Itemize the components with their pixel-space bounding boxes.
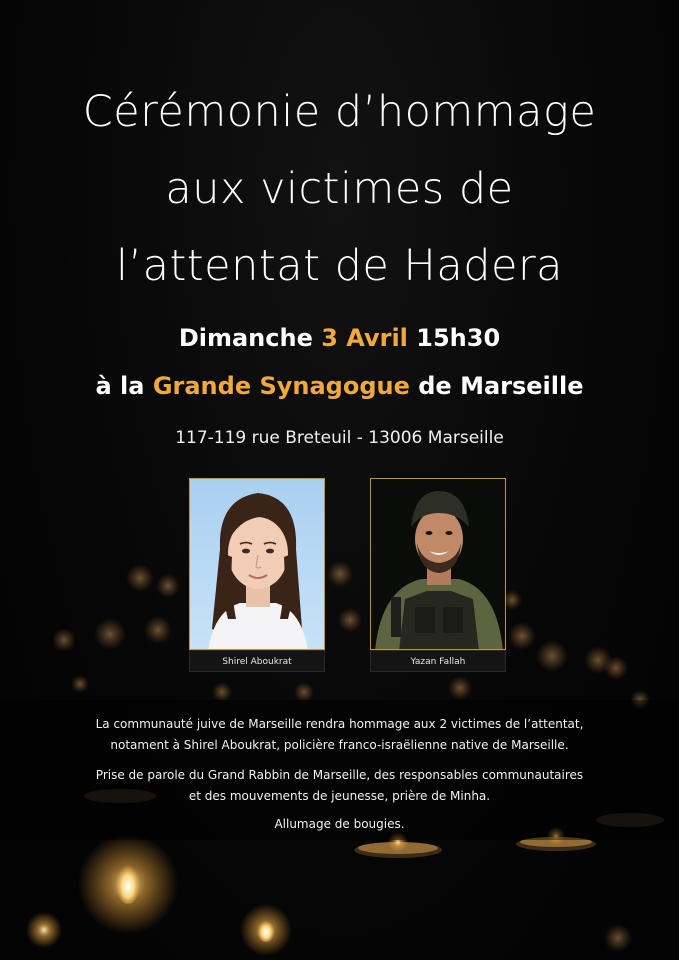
event-date-highlight: 3 Avril bbox=[321, 324, 408, 352]
paragraph-speakers-line-2: et des mouvements de jeunesse, prière de Minha. bbox=[188, 789, 491, 803]
paragraph-candles bbox=[0, 814, 679, 835]
victim-photo-yazan bbox=[370, 478, 506, 650]
victim-photo-shirel bbox=[189, 478, 325, 650]
venue-name: Grande Synagogue bbox=[152, 372, 410, 400]
bokeh-lights bbox=[52, 561, 650, 710]
event-address: 117-119 rue Breteuil - 13006 Marseille bbox=[175, 428, 504, 448]
title-line-1: Cérémonie d’hommage bbox=[82, 87, 597, 137]
event-day: Dimanche bbox=[178, 324, 313, 352]
event-date bbox=[0, 324, 679, 352]
ceremony-title bbox=[0, 74, 679, 305]
victim-name-yazan: Yazan Fallah bbox=[370, 650, 506, 672]
paragraph-speakers bbox=[0, 765, 679, 807]
title-line-2: aux victimes de bbox=[165, 164, 514, 214]
paragraph-speakers-line-1: Prise de parole du Grand Rabbin de Marseille, des responsables communautaires bbox=[95, 768, 584, 782]
victim-name-shirel: Shirel Aboukrat bbox=[189, 650, 325, 672]
venue-suffix: de Marseille bbox=[418, 372, 584, 400]
event-time: 15h30 bbox=[416, 324, 501, 352]
title-line-3: l’attentat de Hadera bbox=[115, 241, 563, 291]
event-venue bbox=[0, 372, 679, 400]
paragraph-tribute bbox=[0, 714, 679, 756]
paragraph-tribute-line-2: notament à Shirel Aboukrat, policière franco-israëlienne native de Marseille. bbox=[110, 738, 569, 752]
paragraph-tribute-line-1: La communauté juive de Marseille rendra hommage aux 2 victimes de l’attentat, bbox=[95, 717, 584, 731]
paragraph-candles-line-1: Allumage de bougies. bbox=[274, 817, 405, 831]
venue-prefix: à la bbox=[95, 372, 145, 400]
